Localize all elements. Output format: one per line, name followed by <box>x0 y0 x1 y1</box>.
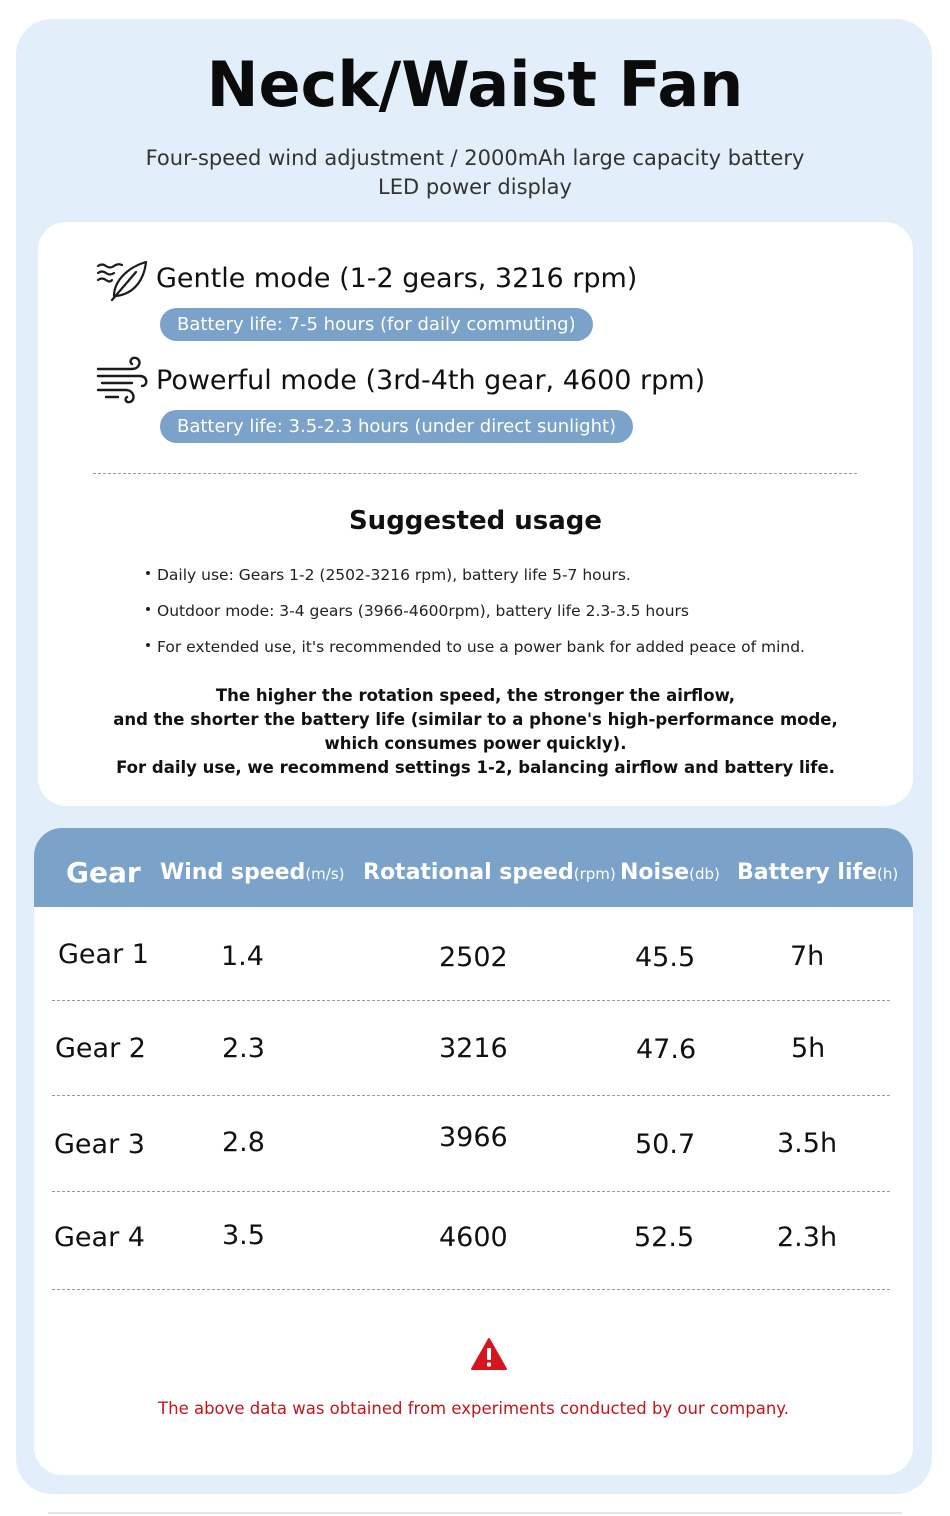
bottom-divider <box>48 1512 902 1514</box>
cell-gear: Gear 2 <box>55 1033 146 1064</box>
subtitle-line: Four-speed wind adjustment / 2000mAh large capacity battery <box>145 146 805 170</box>
powerful-mode-title: Powerful mode (3rd-4th gear, 4600 rpm) <box>156 364 706 396</box>
gentle-mode-row <box>96 254 637 302</box>
cell-battery-life: 7h <box>790 941 825 972</box>
cell-gear: Gear 4 <box>54 1222 145 1253</box>
column-header-wind-speed: Wind speed(m/s) <box>160 860 345 885</box>
cell-gear: Gear 1 <box>58 939 149 970</box>
cell-wind-speed: 3.5 <box>222 1220 265 1251</box>
specs-table <box>34 828 913 1475</box>
note-line: For daily use, we recommend settings 1-2, balancing airflow and battery life. <box>116 758 835 777</box>
note-line: and the shorter the battery life (similar to a phone's high-performance mode, <box>113 710 838 729</box>
gentle-mode-title: Gentle mode (1-2 gears, 3216 rpm) <box>156 262 638 294</box>
table-row <box>34 1192 913 1286</box>
cell-wind-speed: 2.3 <box>222 1033 265 1064</box>
table-row <box>34 907 913 1001</box>
cell-gear: Gear 3 <box>54 1129 145 1160</box>
table-row <box>34 1001 913 1095</box>
cell-noise: 47.6 <box>636 1034 697 1065</box>
cell-battery-life: 2.3h <box>777 1222 838 1253</box>
cell-noise: 45.5 <box>635 942 696 973</box>
subtitle-line: LED power display <box>378 175 572 199</box>
strong-wind-icon <box>96 356 150 404</box>
powerful-battery-badge: Battery life: 3.5-2.3 hours (under direct sunlight) <box>160 410 633 443</box>
row-divider <box>52 1289 890 1290</box>
modes-card <box>38 222 913 806</box>
cell-battery-life: 3.5h <box>777 1128 838 1159</box>
suggested-usage-heading: Suggested usage <box>348 506 603 536</box>
note-line: which consumes power quickly). <box>324 734 627 753</box>
cell-wind-speed: 1.4 <box>221 941 264 972</box>
column-header-gear: Gear <box>66 856 141 889</box>
cell-rotational-speed: 3216 <box>439 1033 508 1064</box>
column-header-battery-life: Battery life(h) <box>737 860 899 885</box>
gentle-battery-badge: Battery life: 7-5 hours (for daily commuting) <box>160 308 593 341</box>
page-subtitle <box>0 144 950 202</box>
note-line: The higher the rotation speed, the stronger the airflow, <box>215 686 736 705</box>
usage-note <box>38 684 913 780</box>
usage-list <box>144 566 805 674</box>
section-divider <box>93 473 857 474</box>
warning-icon <box>470 1337 508 1371</box>
column-header-rotational-speed: Rotational speed(rpm) <box>363 860 616 885</box>
cell-rotational-speed: 3966 <box>439 1122 508 1153</box>
page-title: Neck/Waist Fan <box>206 48 744 121</box>
leaf-wind-icon <box>96 254 150 302</box>
column-header-noise: Noise(db) <box>620 860 720 885</box>
cell-noise: 52.5 <box>634 1222 695 1253</box>
cell-wind-speed: 2.8 <box>222 1127 265 1158</box>
list-item: Outdoor mode: 3-4 gears (3966-4600rpm), battery life 2.3-3.5 hours <box>144 602 805 638</box>
list-item: For extended use, it's recommended to use a power bank for added peace of mind. <box>144 638 805 674</box>
cell-noise: 50.7 <box>635 1129 696 1160</box>
disclaimer-text: The above data was obtained from experiments conducted by our company. <box>158 1399 789 1418</box>
table-header <box>34 828 913 907</box>
powerful-mode-row <box>96 356 705 404</box>
list-item: Daily use: Gears 1-2 (2502-3216 rpm), battery life 5-7 hours. <box>144 566 805 602</box>
cell-battery-life: 5h <box>791 1033 826 1064</box>
table-row <box>34 1096 913 1190</box>
cell-rotational-speed: 2502 <box>439 942 508 973</box>
cell-rotational-speed: 4600 <box>439 1222 508 1253</box>
